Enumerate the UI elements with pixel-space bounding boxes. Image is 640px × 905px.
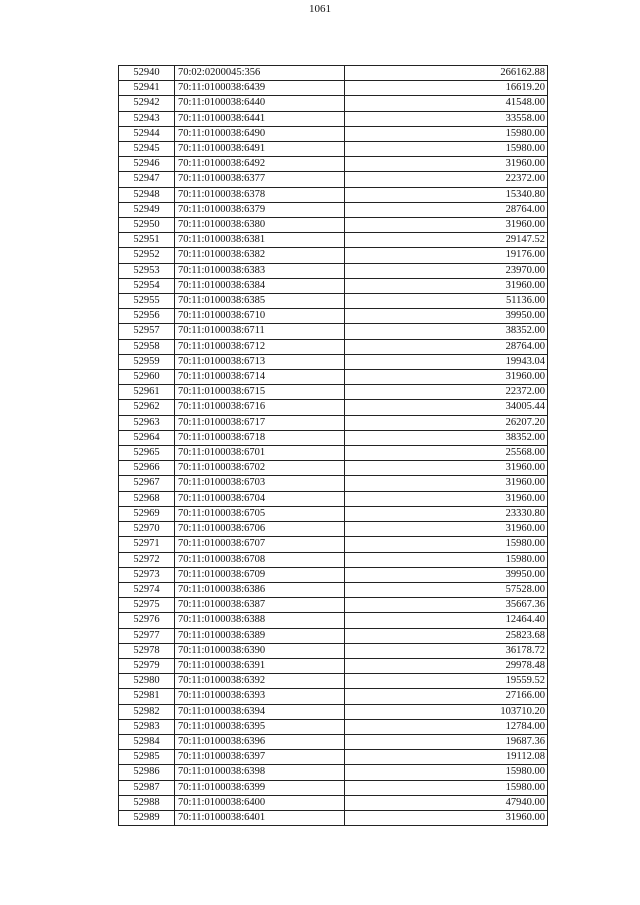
registry-table [118,65,548,826]
row-number-cell: 52977 [119,628,175,643]
row-number-cell: 52954 [119,278,175,293]
cadastral-number-cell: 70:11:0100038:6713 [175,354,345,369]
row-number-cell: 52959 [119,354,175,369]
value-cell: 27166.00 [345,689,548,704]
value-cell: 31960.00 [345,157,548,172]
table-row [119,142,548,157]
row-number-cell: 52970 [119,522,175,537]
value-cell: 29978.48 [345,658,548,673]
cadastral-number-cell: 70:11:0100038:6382 [175,248,345,263]
value-cell: 31960.00 [345,522,548,537]
table-row [119,96,548,111]
row-number-cell: 52973 [119,567,175,582]
table-row [119,309,548,324]
row-number-cell: 52946 [119,157,175,172]
row-number-cell: 52982 [119,704,175,719]
table-row [119,81,548,96]
row-number-cell: 52983 [119,719,175,734]
row-number-cell: 52945 [119,142,175,157]
page-number: 1061 [309,3,331,15]
table-row [119,704,548,719]
value-cell: 31960.00 [345,370,548,385]
value-cell: 12464.40 [345,613,548,628]
table-row [119,187,548,202]
cadastral-number-cell: 70:11:0100038:6397 [175,750,345,765]
table-row [119,430,548,445]
table-row [119,689,548,704]
table-row [119,446,548,461]
table-row [119,218,548,233]
cadastral-number-cell: 70:11:0100038:6710 [175,309,345,324]
cadastral-number-cell: 70:11:0100038:6704 [175,491,345,506]
cadastral-number-cell: 70:11:0100038:6386 [175,582,345,597]
row-number-cell: 52989 [119,810,175,825]
cadastral-number-cell: 70:11:0100038:6398 [175,765,345,780]
value-cell: 15980.00 [345,765,548,780]
row-number-cell: 52951 [119,233,175,248]
value-cell: 39950.00 [345,309,548,324]
table-row [119,537,548,552]
cadastral-number-cell: 70:11:0100038:6384 [175,278,345,293]
value-cell: 57528.00 [345,582,548,597]
table-row [119,324,548,339]
row-number-cell: 52943 [119,111,175,126]
cadastral-number-cell: 70:11:0100038:6396 [175,734,345,749]
cadastral-number-cell: 70:11:0100038:6708 [175,552,345,567]
value-cell: 103710.20 [345,704,548,719]
value-cell: 34005.44 [345,400,548,415]
cadastral-number-cell: 70:11:0100038:6394 [175,704,345,719]
value-cell: 15980.00 [345,142,548,157]
row-number-cell: 52972 [119,552,175,567]
table-row [119,522,548,537]
table-row [119,750,548,765]
table-row [119,400,548,415]
row-number-cell: 52940 [119,66,175,81]
table-row [119,643,548,658]
value-cell: 31960.00 [345,218,548,233]
cadastral-number-cell: 70:11:0100038:6385 [175,294,345,309]
value-cell: 31960.00 [345,461,548,476]
value-cell: 38352.00 [345,430,548,445]
table-row [119,385,548,400]
value-cell: 28764.00 [345,339,548,354]
table-row [119,263,548,278]
value-cell: 28764.00 [345,202,548,217]
table-row [119,491,548,506]
table-row [119,415,548,430]
row-number-cell: 52958 [119,339,175,354]
cadastral-number-cell: 70:11:0100038:6392 [175,674,345,689]
value-cell: 19112.08 [345,750,548,765]
value-cell: 22372.00 [345,385,548,400]
row-number-cell: 52971 [119,537,175,552]
table-row [119,795,548,810]
value-cell: 41548.00 [345,96,548,111]
value-cell: 23970.00 [345,263,548,278]
table-row [119,734,548,749]
cadastral-number-cell: 70:11:0100038:6709 [175,567,345,582]
cadastral-number-cell: 70:11:0100038:6705 [175,506,345,521]
row-number-cell: 52963 [119,415,175,430]
row-number-cell: 52948 [119,187,175,202]
cadastral-number-cell: 70:11:0100038:6703 [175,476,345,491]
value-cell: 19559.52 [345,674,548,689]
table-row [119,674,548,689]
row-number-cell: 52965 [119,446,175,461]
row-number-cell: 52976 [119,613,175,628]
row-number-cell: 52964 [119,430,175,445]
value-cell: 39950.00 [345,567,548,582]
cadastral-number-cell: 70:11:0100038:6441 [175,111,345,126]
row-number-cell: 52968 [119,491,175,506]
table-row [119,126,548,141]
cadastral-number-cell: 70:11:0100038:6381 [175,233,345,248]
row-number-cell: 52979 [119,658,175,673]
cadastral-number-cell: 70:11:0100038:6387 [175,598,345,613]
table-row [119,780,548,795]
cadastral-number-cell: 70:11:0100038:6707 [175,537,345,552]
row-number-cell: 52956 [119,309,175,324]
row-number-cell: 52980 [119,674,175,689]
table-row [119,370,548,385]
row-number-cell: 52944 [119,126,175,141]
value-cell: 15980.00 [345,126,548,141]
value-cell: 12784.00 [345,719,548,734]
value-cell: 33558.00 [345,111,548,126]
value-cell: 15980.00 [345,537,548,552]
value-cell: 38352.00 [345,324,548,339]
cadastral-number-cell: 70:11:0100038:6380 [175,218,345,233]
table-row [119,765,548,780]
row-number-cell: 52967 [119,476,175,491]
value-cell: 31960.00 [345,278,548,293]
cadastral-number-cell: 70:11:0100038:6439 [175,81,345,96]
cadastral-number-cell: 70:11:0100038:6395 [175,719,345,734]
cadastral-number-cell: 70:11:0100038:6379 [175,202,345,217]
value-cell: 25568.00 [345,446,548,461]
cadastral-number-cell: 70:11:0100038:6377 [175,172,345,187]
table-row [119,202,548,217]
value-cell: 266162.88 [345,66,548,81]
table-row [119,567,548,582]
cadastral-number-cell: 70:11:0100038:6400 [175,795,345,810]
cadastral-number-cell: 70:11:0100038:6388 [175,613,345,628]
cadastral-number-cell: 70:11:0100038:6490 [175,126,345,141]
value-cell: 23330.80 [345,506,548,521]
value-cell: 31960.00 [345,491,548,506]
cadastral-number-cell: 70:11:0100038:6717 [175,415,345,430]
cadastral-number-cell: 70:11:0100038:6718 [175,430,345,445]
cadastral-number-cell: 70:11:0100038:6440 [175,96,345,111]
row-number-cell: 52961 [119,385,175,400]
row-number-cell: 52950 [119,218,175,233]
cadastral-number-cell: 70:11:0100038:6390 [175,643,345,658]
table-row [119,461,548,476]
value-cell: 31960.00 [345,476,548,491]
cadastral-number-cell: 70:11:0100038:6391 [175,658,345,673]
cadastral-number-cell: 70:11:0100038:6389 [175,628,345,643]
table-row [119,719,548,734]
table-row [119,506,548,521]
value-cell: 19687.36 [345,734,548,749]
cadastral-number-cell: 70:11:0100038:6702 [175,461,345,476]
row-number-cell: 52941 [119,81,175,96]
value-cell: 31960.00 [345,810,548,825]
cadastral-number-cell: 70:11:0100038:6712 [175,339,345,354]
row-number-cell: 52949 [119,202,175,217]
row-number-cell: 52969 [119,506,175,521]
row-number-cell: 52942 [119,96,175,111]
cadastral-number-cell: 70:11:0100038:6714 [175,370,345,385]
value-cell: 15340.80 [345,187,548,202]
value-cell: 15980.00 [345,552,548,567]
table-row [119,810,548,825]
value-cell: 15980.00 [345,780,548,795]
cadastral-number-cell: 70:11:0100038:6393 [175,689,345,704]
value-cell: 19943.04 [345,354,548,369]
cadastral-number-cell: 70:11:0100038:6401 [175,810,345,825]
row-number-cell: 52981 [119,689,175,704]
table-row [119,476,548,491]
cadastral-number-cell: 70:11:0100038:6491 [175,142,345,157]
value-cell: 51136.00 [345,294,548,309]
table-row [119,233,548,248]
table-row [119,172,548,187]
cadastral-number-cell: 70:11:0100038:6399 [175,780,345,795]
table-row [119,552,548,567]
row-number-cell: 52985 [119,750,175,765]
row-number-cell: 52984 [119,734,175,749]
value-cell: 25823.68 [345,628,548,643]
cadastral-number-cell: 70:11:0100038:6711 [175,324,345,339]
table-row [119,111,548,126]
table-row [119,613,548,628]
cadastral-number-cell: 70:11:0100038:6378 [175,187,345,202]
row-number-cell: 52960 [119,370,175,385]
table-row [119,248,548,263]
table-row [119,628,548,643]
row-number-cell: 52947 [119,172,175,187]
table-row [119,339,548,354]
row-number-cell: 52978 [119,643,175,658]
table-row [119,157,548,172]
value-cell: 36178.72 [345,643,548,658]
row-number-cell: 52957 [119,324,175,339]
cadastral-number-cell: 70:11:0100038:6701 [175,446,345,461]
table-row [119,582,548,597]
value-cell: 35667.36 [345,598,548,613]
value-cell: 16619.20 [345,81,548,96]
table-row [119,294,548,309]
value-cell: 26207.20 [345,415,548,430]
row-number-cell: 52987 [119,780,175,795]
table-row [119,354,548,369]
row-number-cell: 52988 [119,795,175,810]
row-number-cell: 52966 [119,461,175,476]
cadastral-number-cell: 70:11:0100038:6716 [175,400,345,415]
row-number-cell: 52952 [119,248,175,263]
row-number-cell: 52975 [119,598,175,613]
row-number-cell: 52955 [119,294,175,309]
row-number-cell: 52986 [119,765,175,780]
value-cell: 22372.00 [345,172,548,187]
cadastral-number-cell: 70:11:0100038:6492 [175,157,345,172]
cadastral-number-cell: 70:11:0100038:6383 [175,263,345,278]
value-cell: 19176.00 [345,248,548,263]
table-row [119,66,548,81]
row-number-cell: 52974 [119,582,175,597]
row-number-cell: 52962 [119,400,175,415]
value-cell: 29147.52 [345,233,548,248]
table-row [119,598,548,613]
row-number-cell: 52953 [119,263,175,278]
table-row [119,658,548,673]
cadastral-number-cell: 70:11:0100038:6715 [175,385,345,400]
registry-table-body [119,66,548,826]
value-cell: 47940.00 [345,795,548,810]
cadastral-number-cell: 70:02:0200045:356 [175,66,345,81]
table-row [119,278,548,293]
cadastral-number-cell: 70:11:0100038:6706 [175,522,345,537]
